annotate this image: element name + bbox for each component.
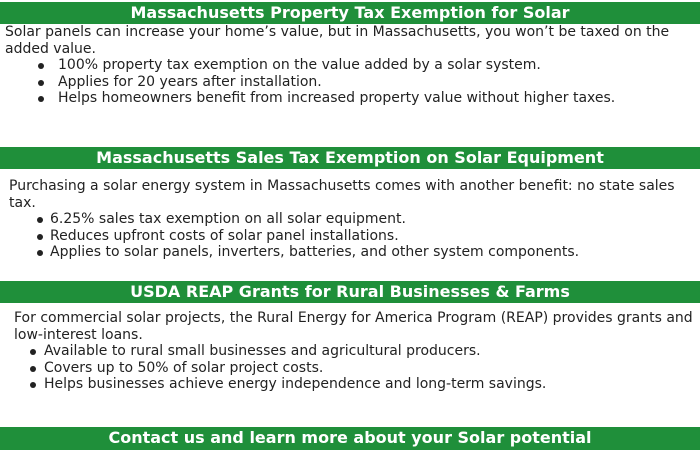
list-item: Applies to solar panels, inverters, batteries, and other system components. <box>0 244 700 261</box>
bullet-icon <box>38 96 44 102</box>
bullet-icon <box>30 382 36 388</box>
section-sales-tax <box>0 178 700 261</box>
list-item: Available to rural small businesses and agricultural producers. <box>0 343 700 360</box>
bullet-list <box>0 343 700 393</box>
bullet-list <box>0 57 700 107</box>
list-item: Reduces upfront costs of solar panel installations. <box>0 228 700 245</box>
list-item: Covers up to 50% of solar project costs. <box>0 360 700 377</box>
section-usda-reap <box>0 310 700 393</box>
list-item: Helps homeowners benefit from increased property value without higher taxes. <box>0 90 700 107</box>
bullet-icon <box>38 80 44 86</box>
bullet-icon <box>30 366 36 372</box>
contact-cta-banner: Contact us and learn more about your Solar potential <box>0 427 700 450</box>
section-intro: Solar panels can increase your home’s value, but in Massachusetts, you won’t be taxed on the added value. <box>5 24 670 57</box>
bullet-icon <box>38 63 44 69</box>
bullet-list <box>0 211 700 261</box>
list-item: Applies for 20 years after installation. <box>0 74 700 91</box>
bullet-icon <box>30 349 36 355</box>
bullet-icon <box>37 217 43 223</box>
section-heading-usda-reap: USDA REAP Grants for Rural Businesses & Farms <box>0 281 700 303</box>
list-item: 6.25% sales tax exemption on all solar equipment. <box>0 211 700 228</box>
list-item: Helps businesses achieve energy independence and long-term savings. <box>0 376 700 393</box>
section-heading-property-tax: Massachusetts Property Tax Exemption for Solar <box>0 2 700 24</box>
section-heading-sales-tax: Massachusetts Sales Tax Exemption on Solar Equipment <box>0 147 700 169</box>
section-intro: Purchasing a solar energy system in Massachusetts comes with another benefit: no state sales tax. <box>9 178 675 211</box>
bullet-icon <box>37 250 43 256</box>
bullet-icon <box>37 234 43 240</box>
section-intro: For commercial solar projects, the Rural Energy for America Program (REAP) provides grants and low-interest loans. <box>14 310 693 343</box>
section-property-tax <box>0 24 700 107</box>
list-item: 100% property tax exemption on the value added by a solar system. <box>0 57 700 74</box>
